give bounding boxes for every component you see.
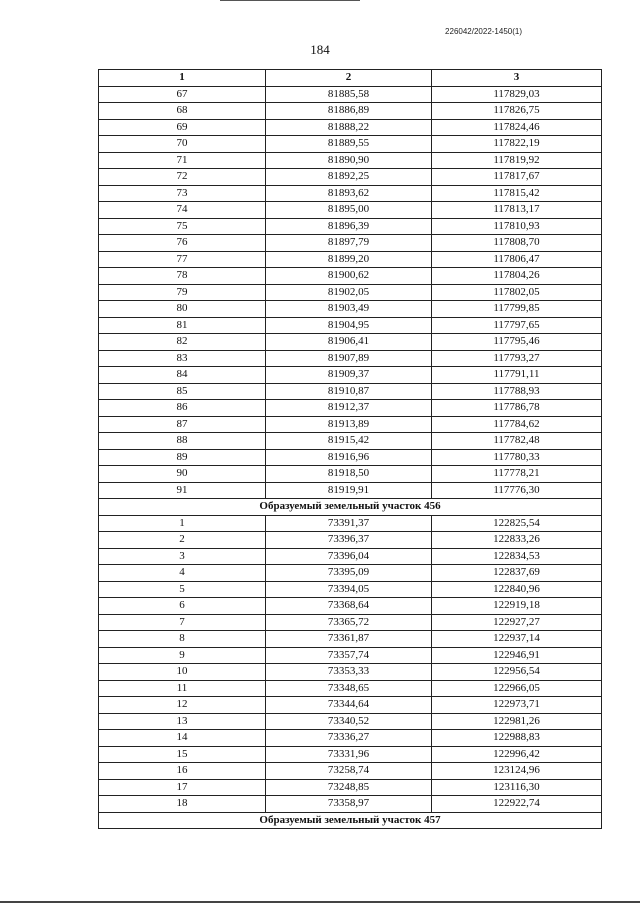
point-number: 10 <box>99 664 266 681</box>
table-header-row <box>99 70 602 87</box>
y-coordinate: 117799,85 <box>432 301 602 318</box>
page-number: 184 <box>310 42 330 57</box>
section-title: Образуемый земельный участок 457 <box>99 812 602 829</box>
y-coordinate: 117797,65 <box>432 317 602 334</box>
y-coordinate: 122973,71 <box>432 697 602 714</box>
x-coordinate: 81903,49 <box>266 301 432 318</box>
table-row <box>99 334 602 351</box>
y-coordinate: 117824,46 <box>432 119 602 136</box>
x-coordinate: 81918,50 <box>266 466 432 483</box>
table-row <box>99 152 602 169</box>
section-title: Образуемый земельный участок 456 <box>99 499 602 516</box>
x-coordinate: 81907,89 <box>266 350 432 367</box>
y-coordinate: 117793,27 <box>432 350 602 367</box>
table-row <box>99 350 602 367</box>
x-coordinate: 81909,37 <box>266 367 432 384</box>
point-number: 72 <box>99 169 266 186</box>
x-coordinate: 73358,97 <box>266 796 432 813</box>
table-row <box>99 730 602 747</box>
x-coordinate: 81893,62 <box>266 185 432 202</box>
x-coordinate: 73331,96 <box>266 746 432 763</box>
coordinates-table <box>98 69 602 829</box>
point-number: 2 <box>99 532 266 549</box>
point-number: 75 <box>99 218 266 235</box>
table-row <box>99 449 602 466</box>
point-number: 88 <box>99 433 266 450</box>
table-row <box>99 779 602 796</box>
x-coordinate: 81900,62 <box>266 268 432 285</box>
table-row <box>99 136 602 153</box>
point-number: 6 <box>99 598 266 615</box>
x-coordinate: 81889,55 <box>266 136 432 153</box>
y-coordinate: 117784,62 <box>432 416 602 433</box>
y-coordinate: 122946,91 <box>432 647 602 664</box>
x-coordinate: 73340,52 <box>266 713 432 730</box>
table-row <box>99 581 602 598</box>
y-coordinate: 117786,78 <box>432 400 602 417</box>
x-coordinate: 81897,79 <box>266 235 432 252</box>
point-number: 85 <box>99 383 266 400</box>
y-coordinate: 122956,54 <box>432 664 602 681</box>
x-coordinate: 81919,91 <box>266 482 432 499</box>
y-coordinate: 117778,21 <box>432 466 602 483</box>
y-coordinate: 122981,26 <box>432 713 602 730</box>
section-title-row <box>99 812 602 829</box>
point-number: 77 <box>99 251 266 268</box>
y-coordinate: 122840,96 <box>432 581 602 598</box>
top-rule <box>220 0 360 1</box>
x-coordinate: 73361,87 <box>266 631 432 648</box>
y-coordinate: 122919,18 <box>432 598 602 615</box>
x-coordinate: 73248,85 <box>266 779 432 796</box>
point-number: 76 <box>99 235 266 252</box>
point-number: 18 <box>99 796 266 813</box>
point-number: 16 <box>99 763 266 780</box>
y-coordinate: 122966,05 <box>432 680 602 697</box>
y-coordinate: 117795,46 <box>432 334 602 351</box>
point-number: 9 <box>99 647 266 664</box>
point-number: 15 <box>99 746 266 763</box>
point-number: 78 <box>99 268 266 285</box>
point-number: 4 <box>99 565 266 582</box>
y-coordinate: 122927,27 <box>432 614 602 631</box>
x-coordinate: 73368,64 <box>266 598 432 615</box>
y-coordinate: 117806,47 <box>432 251 602 268</box>
point-number: 73 <box>99 185 266 202</box>
y-coordinate: 117802,05 <box>432 284 602 301</box>
x-coordinate: 81886,89 <box>266 103 432 120</box>
x-coordinate: 73348,65 <box>266 680 432 697</box>
y-coordinate: 117819,92 <box>432 152 602 169</box>
table-row <box>99 202 602 219</box>
x-coordinate: 81904,95 <box>266 317 432 334</box>
table-row <box>99 763 602 780</box>
table-row <box>99 680 602 697</box>
table-row <box>99 416 602 433</box>
table-row <box>99 796 602 813</box>
table-row <box>99 383 602 400</box>
x-coordinate: 81899,20 <box>266 251 432 268</box>
point-number: 84 <box>99 367 266 384</box>
table-row <box>99 301 602 318</box>
y-coordinate: 123124,96 <box>432 763 602 780</box>
point-number: 5 <box>99 581 266 598</box>
table-row <box>99 103 602 120</box>
point-number: 74 <box>99 202 266 219</box>
y-coordinate: 117808,70 <box>432 235 602 252</box>
x-coordinate: 81906,41 <box>266 334 432 351</box>
y-coordinate: 122834,53 <box>432 548 602 565</box>
point-number: 71 <box>99 152 266 169</box>
table-row <box>99 367 602 384</box>
table-row <box>99 647 602 664</box>
table-row <box>99 119 602 136</box>
table-row <box>99 746 602 763</box>
x-coordinate: 73394,05 <box>266 581 432 598</box>
y-coordinate: 117810,93 <box>432 218 602 235</box>
x-coordinate: 81902,05 <box>266 284 432 301</box>
x-coordinate: 81910,87 <box>266 383 432 400</box>
point-number: 17 <box>99 779 266 796</box>
y-coordinate: 122825,54 <box>432 515 602 532</box>
point-number: 7 <box>99 614 266 631</box>
y-coordinate: 117815,42 <box>432 185 602 202</box>
point-number: 80 <box>99 301 266 318</box>
table-body <box>99 86 602 829</box>
x-coordinate: 81915,42 <box>266 433 432 450</box>
table-row <box>99 251 602 268</box>
x-coordinate: 81888,22 <box>266 119 432 136</box>
y-coordinate: 117813,17 <box>432 202 602 219</box>
y-coordinate: 117804,26 <box>432 268 602 285</box>
table-row <box>99 482 602 499</box>
point-number: 90 <box>99 466 266 483</box>
y-coordinate: 117780,33 <box>432 449 602 466</box>
point-number: 83 <box>99 350 266 367</box>
y-coordinate: 117829,03 <box>432 86 602 103</box>
x-coordinate: 73391,37 <box>266 515 432 532</box>
x-coordinate: 73357,74 <box>266 647 432 664</box>
table-row <box>99 697 602 714</box>
table-row <box>99 218 602 235</box>
table-row <box>99 169 602 186</box>
x-coordinate: 73258,74 <box>266 763 432 780</box>
table-row <box>99 235 602 252</box>
x-coordinate: 81895,00 <box>266 202 432 219</box>
point-number: 67 <box>99 86 266 103</box>
section-title-row <box>99 499 602 516</box>
point-number: 12 <box>99 697 266 714</box>
y-coordinate: 122922,74 <box>432 796 602 813</box>
point-number: 81 <box>99 317 266 334</box>
y-coordinate: 123116,30 <box>432 779 602 796</box>
point-number: 13 <box>99 713 266 730</box>
x-coordinate: 81912,37 <box>266 400 432 417</box>
y-coordinate: 117826,75 <box>432 103 602 120</box>
point-number: 14 <box>99 730 266 747</box>
point-number: 91 <box>99 482 266 499</box>
y-coordinate: 122837,69 <box>432 565 602 582</box>
y-coordinate: 117776,30 <box>432 482 602 499</box>
column-header-2: 2 <box>266 70 432 87</box>
table-row <box>99 515 602 532</box>
point-number: 3 <box>99 548 266 565</box>
x-coordinate: 81892,25 <box>266 169 432 186</box>
table-row <box>99 400 602 417</box>
bottom-rule <box>0 901 640 903</box>
point-number: 11 <box>99 680 266 697</box>
x-coordinate: 81916,96 <box>266 449 432 466</box>
table-row <box>99 317 602 334</box>
point-number: 70 <box>99 136 266 153</box>
x-coordinate: 73396,04 <box>266 548 432 565</box>
y-coordinate: 117817,67 <box>432 169 602 186</box>
y-coordinate: 122996,42 <box>432 746 602 763</box>
x-coordinate: 73353,33 <box>266 664 432 681</box>
table-row <box>99 185 602 202</box>
y-coordinate: 122988,83 <box>432 730 602 747</box>
table-row <box>99 664 602 681</box>
x-coordinate: 73344,64 <box>266 697 432 714</box>
table-row <box>99 284 602 301</box>
y-coordinate: 117782,48 <box>432 433 602 450</box>
point-number: 8 <box>99 631 266 648</box>
x-coordinate: 73395,09 <box>266 565 432 582</box>
column-header-1: 1 <box>99 70 266 87</box>
table-row <box>99 532 602 549</box>
point-number: 79 <box>99 284 266 301</box>
point-number: 87 <box>99 416 266 433</box>
y-coordinate: 117788,93 <box>432 383 602 400</box>
y-coordinate: 122937,14 <box>432 631 602 648</box>
x-coordinate: 81885,58 <box>266 86 432 103</box>
point-number: 86 <box>99 400 266 417</box>
y-coordinate: 117822,19 <box>432 136 602 153</box>
table-row <box>99 268 602 285</box>
x-coordinate: 81913,89 <box>266 416 432 433</box>
table-row <box>99 548 602 565</box>
x-coordinate: 81896,39 <box>266 218 432 235</box>
document-reference: 226042/2022-1450(1) <box>445 27 522 36</box>
x-coordinate: 73336,27 <box>266 730 432 747</box>
table-row <box>99 565 602 582</box>
table-row <box>99 598 602 615</box>
table-row <box>99 86 602 103</box>
y-coordinate: 122833,26 <box>432 532 602 549</box>
point-number: 69 <box>99 119 266 136</box>
table-row <box>99 713 602 730</box>
point-number: 68 <box>99 103 266 120</box>
y-coordinate: 117791,11 <box>432 367 602 384</box>
table-row <box>99 614 602 631</box>
table-row <box>99 433 602 450</box>
column-header-3: 3 <box>432 70 602 87</box>
point-number: 89 <box>99 449 266 466</box>
table-row <box>99 631 602 648</box>
table-row <box>99 466 602 483</box>
x-coordinate: 73396,37 <box>266 532 432 549</box>
point-number: 1 <box>99 515 266 532</box>
x-coordinate: 73365,72 <box>266 614 432 631</box>
x-coordinate: 81890,90 <box>266 152 432 169</box>
point-number: 82 <box>99 334 266 351</box>
